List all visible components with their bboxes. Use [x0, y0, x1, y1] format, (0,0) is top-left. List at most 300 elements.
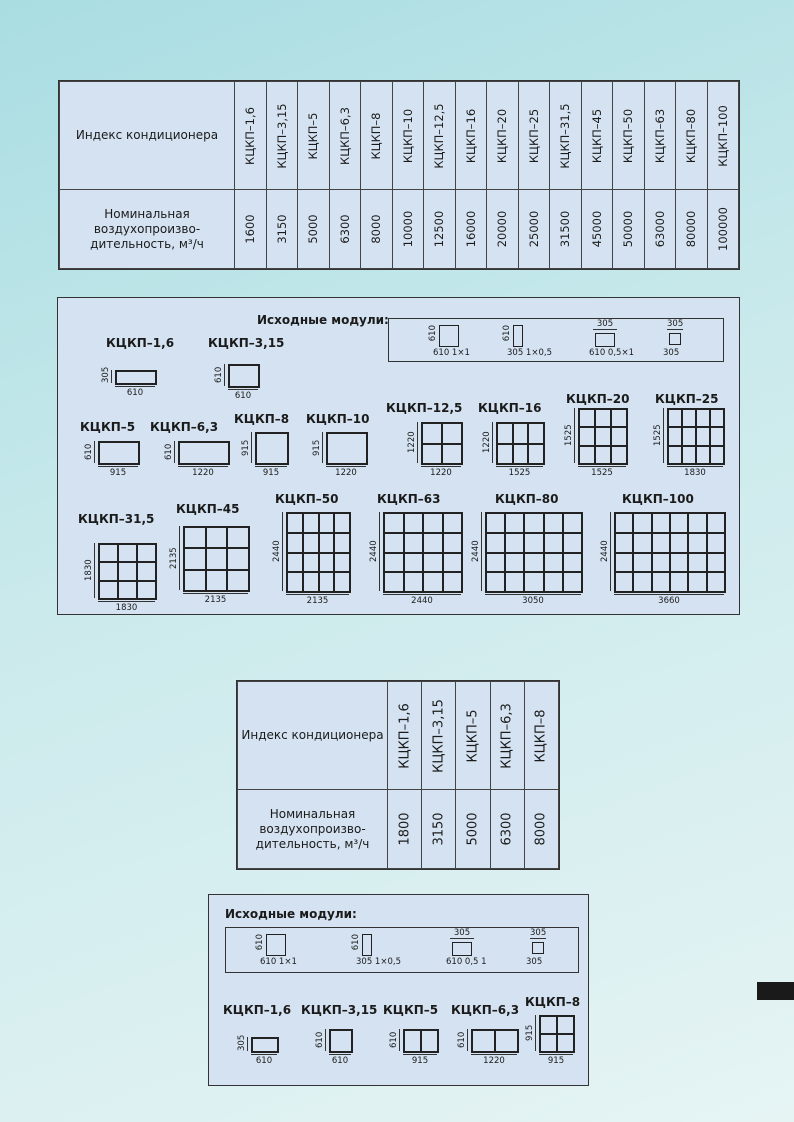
module-cell — [486, 533, 505, 553]
capacity-value: 100000 — [715, 207, 730, 251]
module-cell — [670, 533, 688, 553]
width-dimension: 1830 — [98, 601, 155, 613]
legend-label: 610 0,5×1 — [589, 348, 634, 358]
model-label: КЦКП–1,6 — [397, 702, 413, 769]
module-cell — [668, 446, 682, 464]
model-label: КЦКП–6,3 — [337, 106, 352, 165]
module-cell — [710, 427, 724, 445]
legend-label: 305 — [526, 957, 543, 967]
model-label: КЦКП–16 — [463, 108, 478, 163]
module-cell — [633, 533, 651, 553]
legend-module-box — [595, 333, 615, 347]
model-label: КЦКП–80 — [684, 108, 699, 163]
module-cell — [486, 572, 505, 592]
module-cell — [384, 513, 404, 533]
module-cell — [513, 423, 529, 444]
module-cell — [334, 513, 350, 533]
module-cell — [303, 533, 319, 553]
model-cell — [329, 82, 361, 190]
unit-label: КЦКП–100 — [622, 492, 694, 506]
module-cell — [633, 553, 651, 573]
module-cell — [528, 444, 544, 465]
legend-module-box — [452, 942, 472, 956]
model-label: КЦКП–25 — [526, 108, 541, 163]
module-cell — [615, 572, 633, 592]
capacity-cell — [676, 190, 708, 269]
unit-label: КЦКП–10 — [306, 412, 370, 426]
module-cell — [611, 446, 627, 464]
capacity-cell — [266, 190, 298, 269]
module-grid — [421, 422, 463, 465]
module-cell — [652, 513, 670, 533]
width-dimension: 3660 — [614, 594, 724, 606]
module-cell — [334, 553, 350, 573]
capacity-value: 1800 — [397, 812, 413, 846]
capacity-cell — [581, 190, 613, 269]
capacity-value: 50000 — [621, 210, 636, 248]
module-grid — [178, 441, 230, 465]
capacity-cell — [613, 190, 645, 269]
module-cell — [118, 581, 137, 599]
model-label: КЦКП–8 — [533, 708, 549, 763]
capacity-cell — [361, 190, 393, 269]
model-cell — [644, 82, 676, 190]
module-cell — [137, 581, 156, 599]
module-cell — [330, 1030, 352, 1052]
model-cell — [707, 82, 739, 190]
module-cell — [486, 553, 505, 573]
module-cell — [443, 513, 463, 533]
module-cell — [524, 572, 543, 592]
module-grid — [667, 408, 725, 465]
module-cell — [486, 513, 505, 533]
module-cell — [563, 513, 582, 533]
module-cell — [179, 442, 229, 464]
width-dimension: 915 — [403, 1054, 437, 1066]
model-label: КЦКП–8 — [369, 112, 384, 159]
module-cell — [384, 533, 404, 553]
capacity-header: Номинальная воздухопроизво-дительность, м³/ч — [238, 790, 388, 869]
module-cell — [256, 433, 288, 464]
module-cell — [696, 409, 710, 427]
model-label: КЦКП–1,6 — [243, 106, 258, 165]
module-cell — [303, 572, 319, 592]
unit-label: КЦКП–1,6 — [223, 1003, 292, 1017]
module-cell — [384, 553, 404, 573]
capacity-header: Номинальная воздухопроизво-дительность, м³/ч — [60, 190, 235, 269]
module-cell — [116, 371, 156, 384]
model-label: КЦКП–20 — [495, 108, 510, 163]
module-cell — [184, 548, 206, 569]
unit-label: КЦКП–25 — [655, 392, 719, 406]
module-cell — [668, 409, 682, 427]
legend-module-box — [266, 934, 286, 956]
module-cell — [99, 442, 139, 464]
legend-top-dimension: 305 — [450, 928, 474, 939]
legend-module-box — [532, 942, 544, 954]
legend-side-dimension: 610 — [428, 325, 438, 342]
module-cell — [528, 423, 544, 444]
module-cell — [524, 513, 543, 533]
unit-label: КЦКП–8 — [234, 412, 290, 426]
capacity-cell — [487, 190, 519, 269]
module-cell — [404, 1030, 421, 1052]
module-cell — [319, 553, 335, 573]
width-dimension: 1220 — [471, 1054, 517, 1066]
module-cell — [595, 409, 611, 427]
capacity-row — [238, 790, 559, 869]
width-dimension: 3050 — [485, 594, 581, 606]
capacity-cell — [424, 190, 456, 269]
capacity-value: 5000 — [306, 214, 321, 244]
module-cell — [544, 553, 563, 573]
legend-label: 305 1×0,5 — [507, 348, 552, 358]
height-dimension: 610 — [315, 1029, 326, 1051]
module-cell — [327, 433, 367, 464]
module-cell — [334, 572, 350, 592]
capacity-table-small — [236, 680, 560, 870]
unit-label: КЦКП–80 — [495, 492, 559, 506]
module-cell — [707, 572, 725, 592]
module-cell — [99, 581, 118, 599]
capacity-value: 8000 — [369, 214, 384, 244]
module-grid — [539, 1015, 575, 1053]
height-dimension: 1830 — [84, 543, 95, 598]
capacity-value: 31500 — [558, 210, 573, 248]
module-cell — [696, 446, 710, 464]
capacity-cell — [329, 190, 361, 269]
capacity-cell — [422, 790, 456, 869]
capacity-value: 10000 — [400, 210, 415, 248]
width-dimension: 1525 — [496, 466, 543, 478]
model-label: КЦКП–12,5 — [432, 102, 447, 169]
module-cell — [184, 570, 206, 591]
width-dimension: 1220 — [178, 466, 228, 478]
module-grid — [485, 512, 583, 593]
module-grid — [329, 1029, 353, 1053]
legend-side-dimension: 610 — [351, 934, 361, 951]
module-cell — [513, 444, 529, 465]
module-cell — [442, 423, 462, 444]
module-cell — [404, 572, 424, 592]
capacity-cell — [524, 790, 558, 869]
module-cell — [557, 1016, 574, 1034]
model-cell — [361, 82, 393, 190]
unit-label: КЦКП–1,6 — [106, 336, 175, 350]
width-dimension: 915 — [539, 1054, 573, 1066]
capacity-value: 6300 — [499, 812, 515, 846]
module-cell — [563, 572, 582, 592]
capacity-value: 20000 — [495, 210, 510, 248]
height-dimension: 610 — [389, 1029, 400, 1051]
height-dimension: 610 — [457, 1029, 468, 1051]
legend-label: 305 — [663, 348, 680, 358]
module-grid — [578, 408, 628, 465]
module-cell — [137, 562, 156, 580]
legend-label: 610 0,5 1 — [446, 957, 487, 967]
module-grid — [403, 1029, 439, 1053]
unit-label: КЦКП–12,5 — [386, 401, 463, 415]
width-dimension: 2440 — [383, 594, 461, 606]
module-cell — [710, 446, 724, 464]
capacity-value: 12500 — [432, 210, 447, 248]
module-grid — [98, 441, 140, 465]
height-dimension: 1220 — [482, 422, 493, 463]
module-cell — [287, 513, 303, 533]
height-dimension: 2440 — [272, 512, 283, 591]
module-grid — [98, 543, 157, 600]
module-cell — [544, 513, 563, 533]
module-cell — [472, 1030, 495, 1052]
legend-top-dimension: 305 — [667, 319, 684, 329]
module-cell — [540, 1034, 557, 1052]
height-dimension: 915 — [525, 1015, 536, 1051]
module-cell — [707, 513, 725, 533]
height-dimension: 2135 — [169, 526, 180, 590]
capacity-cell — [455, 190, 487, 269]
model-cell — [235, 82, 267, 190]
module-grid — [115, 370, 157, 385]
module-grid — [471, 1029, 519, 1053]
unit-label: КЦКП–8 — [525, 995, 581, 1009]
legend-side-dimension: 610 — [502, 325, 512, 342]
module-cell — [443, 572, 463, 592]
index-row — [60, 82, 739, 190]
module-cell — [319, 533, 335, 553]
model-label: КЦКП–10 — [400, 108, 415, 163]
capacity-value: 6300 — [337, 214, 352, 244]
module-cell — [505, 513, 524, 533]
model-cell — [518, 82, 550, 190]
module-cell — [303, 513, 319, 533]
module-cell — [615, 533, 633, 553]
module-cell — [384, 572, 404, 592]
model-cell — [424, 82, 456, 190]
unit-label: КЦКП–3,15 — [208, 336, 285, 350]
unit-label: КЦКП–6,3 — [451, 1003, 520, 1017]
height-dimension: 610 — [164, 441, 175, 463]
width-dimension: 2135 — [183, 593, 248, 605]
height-dimension: 305 — [101, 366, 111, 383]
height-dimension: 915 — [241, 432, 252, 463]
module-cell — [404, 513, 424, 533]
width-dimension: 1220 — [421, 466, 461, 478]
module-cell — [544, 533, 563, 553]
module-cell — [652, 533, 670, 553]
module-cell — [206, 548, 228, 569]
index-header: Индекс кондиционера — [60, 82, 235, 190]
height-dimension: 2440 — [471, 512, 482, 591]
module-cell — [118, 562, 137, 580]
legend-label: 610 1×1 — [433, 348, 470, 358]
module-cell — [615, 553, 633, 573]
module-cell — [206, 570, 228, 591]
module-cell — [668, 427, 682, 445]
module-cell — [688, 553, 706, 573]
width-dimension: 1220 — [326, 466, 366, 478]
module-grid — [251, 1037, 279, 1053]
module-cell — [422, 423, 442, 444]
module-grid — [326, 432, 368, 465]
module-grid — [255, 432, 289, 465]
capacity-value: 80000 — [684, 210, 699, 248]
capacity-cell — [392, 190, 424, 269]
height-dimension: 305 — [237, 1034, 247, 1051]
module-cell — [524, 533, 543, 553]
module-cell — [670, 553, 688, 573]
module-cell — [404, 533, 424, 553]
unit-label: КЦКП–50 — [275, 492, 339, 506]
unit-label: КЦКП–31,5 — [78, 512, 155, 526]
module-cell — [319, 572, 335, 592]
module-cell — [682, 446, 696, 464]
module-cell — [443, 553, 463, 573]
capacity-cell — [298, 190, 330, 269]
module-cell — [615, 513, 633, 533]
page-tab-marker — [757, 982, 794, 1000]
capacity-value: 1600 — [243, 214, 258, 244]
model-cell — [392, 82, 424, 190]
module-cell — [423, 513, 443, 533]
legend-module-box — [439, 325, 459, 347]
module-cell — [495, 1030, 518, 1052]
module-legend — [388, 318, 724, 362]
width-dimension: 1830 — [667, 466, 723, 478]
capacity-cell — [550, 190, 582, 269]
module-cell — [443, 533, 463, 553]
module-cell — [505, 553, 524, 573]
module-cell — [404, 553, 424, 573]
capacity-value: 63000 — [652, 210, 667, 248]
panel-title: Исходные модули: — [257, 313, 389, 327]
legend-top-dimension: 305 — [593, 319, 617, 330]
module-cell — [611, 409, 627, 427]
model-cell — [298, 82, 330, 190]
model-cell — [490, 682, 524, 790]
width-dimension: 610 — [329, 1054, 351, 1066]
model-cell — [550, 82, 582, 190]
unit-label: КЦКП–45 — [176, 502, 240, 516]
module-cell — [497, 444, 513, 465]
module-cell — [423, 533, 443, 553]
module-cell — [99, 544, 118, 562]
module-cell — [99, 562, 118, 580]
height-dimension: 1525 — [564, 408, 575, 463]
module-cell — [227, 527, 249, 548]
module-cell — [670, 572, 688, 592]
capacity-cell — [490, 790, 524, 869]
module-cell — [688, 572, 706, 592]
module-cell — [652, 572, 670, 592]
module-cell — [688, 513, 706, 533]
module-cell — [524, 553, 543, 573]
legend-module-box — [513, 325, 523, 347]
width-dimension: 1525 — [578, 466, 626, 478]
capacity-cell — [707, 190, 739, 269]
model-cell — [487, 82, 519, 190]
index-header: Индекс кондиционера — [238, 682, 388, 790]
unit-label: КЦКП–20 — [566, 392, 630, 406]
module-cell — [707, 533, 725, 553]
module-cell — [423, 553, 443, 573]
index-row — [238, 682, 559, 790]
capacity-value: 16000 — [463, 210, 478, 248]
module-cell — [206, 527, 228, 548]
model-label: КЦКП–45 — [589, 108, 604, 163]
module-grid — [183, 526, 250, 592]
module-cell — [303, 553, 319, 573]
module-cell — [319, 513, 335, 533]
module-cell — [423, 572, 443, 592]
module-cell — [287, 533, 303, 553]
module-cell — [421, 1030, 438, 1052]
module-cell — [633, 572, 651, 592]
module-cell — [118, 544, 137, 562]
model-label: КЦКП–50 — [621, 108, 636, 163]
module-cell — [595, 427, 611, 445]
legend-top-dimension: 305 — [530, 928, 547, 938]
module-cell — [137, 544, 156, 562]
model-cell — [388, 682, 422, 790]
unit-label: КЦКП–3,15 — [301, 1003, 378, 1017]
module-cell — [633, 513, 651, 533]
model-label: КЦКП–31,5 — [558, 102, 573, 169]
module-cell — [422, 444, 442, 465]
model-label: КЦКП–3,15 — [274, 102, 289, 169]
width-dimension: 610 — [228, 389, 258, 401]
module-grid — [496, 422, 545, 465]
unit-label: КЦКП–5 — [383, 1003, 439, 1017]
model-label: КЦКП–100 — [715, 104, 730, 167]
width-dimension: 610 — [115, 386, 155, 398]
module-cell — [497, 423, 513, 444]
module-cell — [652, 553, 670, 573]
capacity-cell — [518, 190, 550, 269]
capacity-cell — [388, 790, 422, 869]
height-dimension: 1525 — [653, 408, 664, 463]
module-cell — [595, 446, 611, 464]
model-cell — [422, 682, 456, 790]
unit-label: КЦКП–6,3 — [150, 420, 219, 434]
module-cell — [540, 1016, 557, 1034]
unit-label: КЦКП–5 — [80, 420, 136, 434]
capacity-value: 3150 — [431, 812, 447, 846]
module-cell — [688, 533, 706, 553]
module-grid — [383, 512, 463, 593]
capacity-value: 8000 — [533, 812, 549, 846]
model-cell — [266, 82, 298, 190]
panel-title: Исходные модули: — [225, 907, 357, 921]
module-cell — [227, 548, 249, 569]
module-cell — [505, 572, 524, 592]
legend-module-box — [669, 333, 681, 345]
capacity-cell — [644, 190, 676, 269]
model-label: КЦКП–5 — [306, 112, 321, 159]
unit-label: КЦКП–63 — [377, 492, 441, 506]
module-cell — [579, 446, 595, 464]
module-cell — [252, 1038, 278, 1052]
capacity-value: 5000 — [465, 812, 481, 846]
module-cell — [184, 527, 206, 548]
module-cell — [710, 409, 724, 427]
capacity-value: 45000 — [589, 210, 604, 248]
module-cell — [287, 553, 303, 573]
module-cell — [442, 444, 462, 465]
capacity-value: 25000 — [526, 210, 541, 248]
unit-label: КЦКП–16 — [478, 401, 542, 415]
width-dimension: 2135 — [286, 594, 349, 606]
module-cell — [227, 570, 249, 591]
